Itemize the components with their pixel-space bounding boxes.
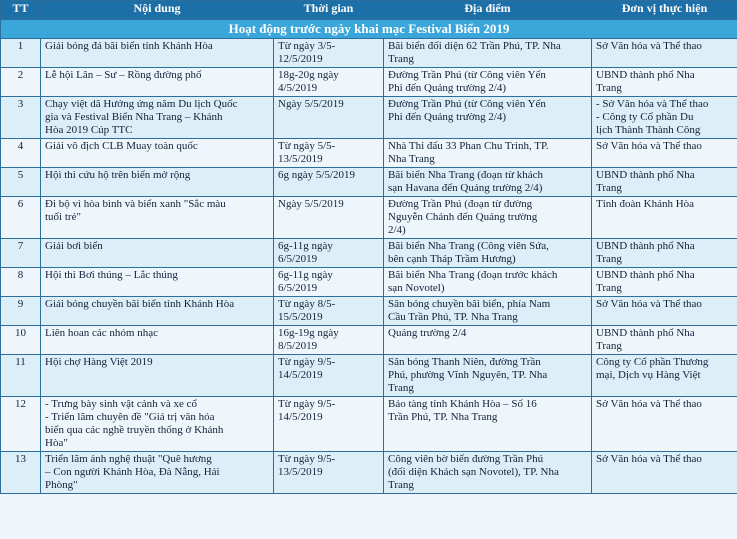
location-cell-line: Trang xyxy=(388,53,414,65)
table-row xyxy=(1,297,737,326)
activity-cell-line: Hòa 2019 Cúp TTC xyxy=(45,124,133,136)
activity-cell xyxy=(41,97,274,139)
organizer-cell-line: Trang xyxy=(596,253,622,265)
location-cell xyxy=(384,355,592,397)
header-tt: TT xyxy=(1,1,41,20)
organizer-cell-line: Tỉnh đoàn Khánh Hòa xyxy=(596,198,695,210)
time-cell xyxy=(274,39,384,68)
table-row xyxy=(1,97,737,139)
organizer-cell xyxy=(592,139,737,168)
time-cell-line: 6g-11g ngày xyxy=(278,269,333,281)
time-cell xyxy=(274,197,384,239)
activity-cell-line: biển qua các nghề truyền thống ở Khánh xyxy=(45,424,224,436)
time-cell-line: 14/5/2019 xyxy=(278,411,323,423)
section-title-row xyxy=(1,20,737,39)
organizer-cell-line: Sở Văn hóa và Thể thao xyxy=(596,453,702,465)
time-cell xyxy=(274,326,384,355)
time-cell-line: 16g-19g ngày xyxy=(278,327,339,339)
organizer-cell xyxy=(592,297,737,326)
organizer-cell xyxy=(592,197,737,239)
time-cell-line: 15/5/2019 xyxy=(278,311,323,323)
organizer-cell-line: UBND thành phố Nha xyxy=(596,327,695,339)
activity-cell xyxy=(41,68,274,97)
table-row xyxy=(1,326,737,355)
time-cell-line: Từ ngày 9/5- xyxy=(278,398,336,410)
activity-cell-line: Hội thi cứu hộ trên biển mở rộng xyxy=(45,169,191,181)
time-cell xyxy=(274,297,384,326)
activity-cell-line: Hòa" xyxy=(45,437,68,449)
activity-cell xyxy=(41,397,274,452)
location-cell-line: Đường Trần Phú (đoạn từ đường xyxy=(388,198,533,210)
table-row xyxy=(1,68,737,97)
time-cell-line: Ngày 5/5/2019 xyxy=(278,198,344,210)
activity-cell-line: - Triển lãm chuyên đề "Giá trị văn hóa xyxy=(45,411,215,423)
activity-cell-line: Liên hoan các nhóm nhạc xyxy=(45,327,159,339)
location-cell-line: Bãi biển đối diện 62 Trần Phú, TP. Nha xyxy=(388,40,561,52)
header-place: Địa điểm xyxy=(384,1,592,20)
organizer-cell xyxy=(592,268,737,297)
row-number: 13 xyxy=(1,452,41,494)
organizer-cell-line: Sở Văn hóa và Thể thao xyxy=(596,140,702,152)
location-cell-line: Nguyễn Chánh đến Quảng trường xyxy=(388,211,538,223)
organizer-cell-line: Công ty Cổ phần Thương xyxy=(596,356,709,368)
organizer-cell xyxy=(592,68,737,97)
activity-cell-line: Chạy việt dã Hưởng ứng năm Du lịch Quốc xyxy=(45,98,238,110)
location-cell xyxy=(384,197,592,239)
time-cell-line: 12/5/2019 xyxy=(278,53,323,65)
organizer-cell-line: Sở Văn hóa và Thể thao xyxy=(596,398,702,410)
time-cell-line: 13/5/2019 xyxy=(278,466,323,478)
section-title: Hoạt động trước ngày khai mạc Festival Biển 2019 xyxy=(1,20,737,39)
location-cell xyxy=(384,326,592,355)
location-cell xyxy=(384,39,592,68)
activity-cell xyxy=(41,239,274,268)
table-row xyxy=(1,452,737,494)
time-cell-line: 6/5/2019 xyxy=(278,253,318,265)
activity-cell-line: Hội thi Bơi thúng – Lắc thúng xyxy=(45,269,178,281)
time-cell-line: Từ ngày 3/5- xyxy=(278,40,336,52)
location-cell-line: Công viên bờ biển đường Trần Phú xyxy=(388,453,544,465)
header-content: Nội dung xyxy=(41,1,274,20)
table-row xyxy=(1,139,737,168)
location-cell-line: Phi đến Quảng trường 2/4) xyxy=(388,82,507,94)
activity-cell-line: Lễ hội Lân – Sư – Rồng đường phố xyxy=(45,69,202,81)
location-cell-line: Sân bóng Thanh Niên, đường Trần xyxy=(388,356,541,368)
location-cell xyxy=(384,397,592,452)
time-cell xyxy=(274,68,384,97)
row-number: 6 xyxy=(1,197,41,239)
activity-cell-line: Phòng" xyxy=(45,479,78,491)
organizer-cell xyxy=(592,452,737,494)
organizer-cell-line: - Công ty Cổ phần Du xyxy=(596,111,694,123)
row-number: 11 xyxy=(1,355,41,397)
location-cell-line: Phi đến Quảng trường 2/4) xyxy=(388,111,507,123)
organizer-cell-line: lịch Thành Thành Công xyxy=(596,124,701,136)
organizer-cell xyxy=(592,397,737,452)
row-number: 2 xyxy=(1,68,41,97)
location-cell-line: Nha Trang xyxy=(388,153,435,165)
organizer-cell-line: Trang xyxy=(596,182,622,194)
location-cell-line: Bãi biển Nha Trang (đoạn trước khách xyxy=(388,269,558,281)
location-cell-line: Bãi biển Nha Trang (Công viên Sứa, xyxy=(388,240,549,252)
location-cell-line: Bảo tàng tỉnh Khánh Hòa – Số 16 xyxy=(388,398,537,410)
table-row xyxy=(1,168,737,197)
organizer-cell-line: mại, Dịch vụ Hàng Việt xyxy=(596,369,701,381)
time-cell-line: 6/5/2019 xyxy=(278,282,318,294)
row-number: 8 xyxy=(1,268,41,297)
time-cell-line: 18g-20g ngày xyxy=(278,69,339,81)
time-cell-line: Từ ngày 8/5- xyxy=(278,298,336,310)
header-row xyxy=(1,1,737,20)
location-cell-line: Nhà Thi đấu 33 Phan Chu Trinh, TP. xyxy=(388,140,549,152)
time-cell xyxy=(274,239,384,268)
activity-cell xyxy=(41,197,274,239)
table-row xyxy=(1,197,737,239)
time-cell-line: 8/5/2019 xyxy=(278,340,318,352)
activity-cell-line: gia và Festival Biển Nha Trang – Khánh xyxy=(45,111,223,123)
organizer-cell-line: Trang xyxy=(596,282,622,294)
location-cell xyxy=(384,139,592,168)
row-number: 7 xyxy=(1,239,41,268)
location-cell xyxy=(384,68,592,97)
activity-cell-line: Triển lãm ảnh nghệ thuật "Quê hương xyxy=(45,453,212,465)
table-row xyxy=(1,39,737,68)
organizer-cell-line: Trang xyxy=(596,82,622,94)
organizer-cell-line: UBND thành phố Nha xyxy=(596,240,695,252)
location-cell-line: Trang xyxy=(388,382,414,394)
activity-cell xyxy=(41,355,274,397)
organizer-cell xyxy=(592,168,737,197)
location-cell xyxy=(384,239,592,268)
organizer-cell-line: UBND thành phố Nha xyxy=(596,69,695,81)
organizer-cell xyxy=(592,39,737,68)
location-cell-line: (đối diện Khách sạn Novotel), TP. Nha xyxy=(388,466,559,478)
location-cell-line: Cầu Trần Phú, TP. Nha Trang xyxy=(388,311,518,323)
location-cell xyxy=(384,452,592,494)
time-cell xyxy=(274,397,384,452)
organizer-cell-line: Sở Văn hóa và Thể thao xyxy=(596,298,702,310)
location-cell xyxy=(384,168,592,197)
row-number: 12 xyxy=(1,397,41,452)
activity-cell-line: Giải bóng chuyền bãi biển tỉnh Khánh Hòa xyxy=(45,298,235,310)
time-cell xyxy=(274,452,384,494)
table-row xyxy=(1,268,737,297)
row-number: 10 xyxy=(1,326,41,355)
organizer-cell-line: Trang xyxy=(596,340,622,352)
location-cell-line: Trang xyxy=(388,479,414,491)
time-cell-line: 13/5/2019 xyxy=(278,153,323,165)
location-cell-line: Phú, phường Vĩnh Nguyên, TP. Nha xyxy=(388,369,548,381)
activity-cell xyxy=(41,452,274,494)
activity-cell-line: Hội chợ Hàng Việt 2019 xyxy=(45,356,153,368)
location-cell-line: 2/4) xyxy=(388,224,406,236)
location-cell-line: bên cạnh Tháp Trầm Hương) xyxy=(388,253,516,265)
activity-cell-line: tuổi trẻ" xyxy=(45,211,81,223)
row-number: 1 xyxy=(1,39,41,68)
location-cell-line: sạn Havana đến Quảng trường 2/4) xyxy=(388,182,543,194)
activity-cell xyxy=(41,326,274,355)
time-cell xyxy=(274,139,384,168)
location-cell-line: Đường Trần Phú (từ Công viên Yến xyxy=(388,98,546,110)
activity-cell-line: Giải vô địch CLB Muay toàn quốc xyxy=(45,140,198,152)
organizer-cell-line: Sở Văn hóa và Thể thao xyxy=(596,40,702,52)
organizer-cell xyxy=(592,97,737,139)
time-cell-line: Từ ngày 9/5- xyxy=(278,453,336,465)
organizer-cell-line: UBND thành phố Nha xyxy=(596,169,695,181)
time-cell xyxy=(274,168,384,197)
row-number: 9 xyxy=(1,297,41,326)
organizer-cell xyxy=(592,239,737,268)
organizer-cell-line: UBND thành phố Nha xyxy=(596,269,695,281)
time-cell-line: 6g-11g ngày xyxy=(278,240,333,252)
time-cell xyxy=(274,355,384,397)
activity-cell-line: Giải bóng đá bãi biển tỉnh Khánh Hòa xyxy=(45,40,213,52)
location-cell-line: Sân bóng chuyền bãi biển, phía Nam xyxy=(388,298,551,310)
location-cell xyxy=(384,97,592,139)
table-row xyxy=(1,397,737,452)
activity-cell xyxy=(41,139,274,168)
organizer-cell xyxy=(592,355,737,397)
time-cell-line: 14/5/2019 xyxy=(278,369,323,381)
location-cell-line: sạn Novotel) xyxy=(388,282,445,294)
time-cell-line: Từ ngày 5/5- xyxy=(278,140,336,152)
time-cell-line: 6g ngày 5/5/2019 xyxy=(278,169,355,181)
activity-cell-line: - Trưng bày sinh vật cảnh và xe cổ xyxy=(45,398,197,410)
activity-cell-line: Giải bơi biển xyxy=(45,240,103,252)
table-row xyxy=(1,239,737,268)
location-cell xyxy=(384,297,592,326)
time-cell xyxy=(274,97,384,139)
time-cell xyxy=(274,268,384,297)
activity-cell-line: Đi bộ vì hòa bình và biển xanh "Sắc màu xyxy=(45,198,226,210)
location-cell xyxy=(384,268,592,297)
time-cell-line: 4/5/2019 xyxy=(278,82,318,94)
time-cell-line: Ngày 5/5/2019 xyxy=(278,98,344,110)
location-cell-line: Bãi biển Nha Trang (đoạn từ khách xyxy=(388,169,544,181)
time-cell-line: Từ ngày 9/5- xyxy=(278,356,336,368)
location-cell-line: Đường Trần Phú (từ Công viên Yến xyxy=(388,69,546,81)
activity-cell-line: – Con người Khánh Hòa, Đà Nẵng, Hải xyxy=(45,466,220,478)
location-cell-line: Quảng trường 2/4 xyxy=(388,327,467,339)
activity-cell xyxy=(41,297,274,326)
activity-cell xyxy=(41,168,274,197)
organizer-cell-line: - Sở Văn hóa và Thể thao xyxy=(596,98,709,110)
activity-cell xyxy=(41,268,274,297)
row-number: 4 xyxy=(1,139,41,168)
header-unit: Đơn vị thực hiện xyxy=(592,1,737,20)
row-number: 5 xyxy=(1,168,41,197)
row-number: 3 xyxy=(1,97,41,139)
header-time: Thời gian xyxy=(274,1,384,20)
table-row xyxy=(1,355,737,397)
activity-cell xyxy=(41,39,274,68)
organizer-cell xyxy=(592,326,737,355)
location-cell-line: Trần Phú, TP. Nha Trang xyxy=(388,411,498,423)
